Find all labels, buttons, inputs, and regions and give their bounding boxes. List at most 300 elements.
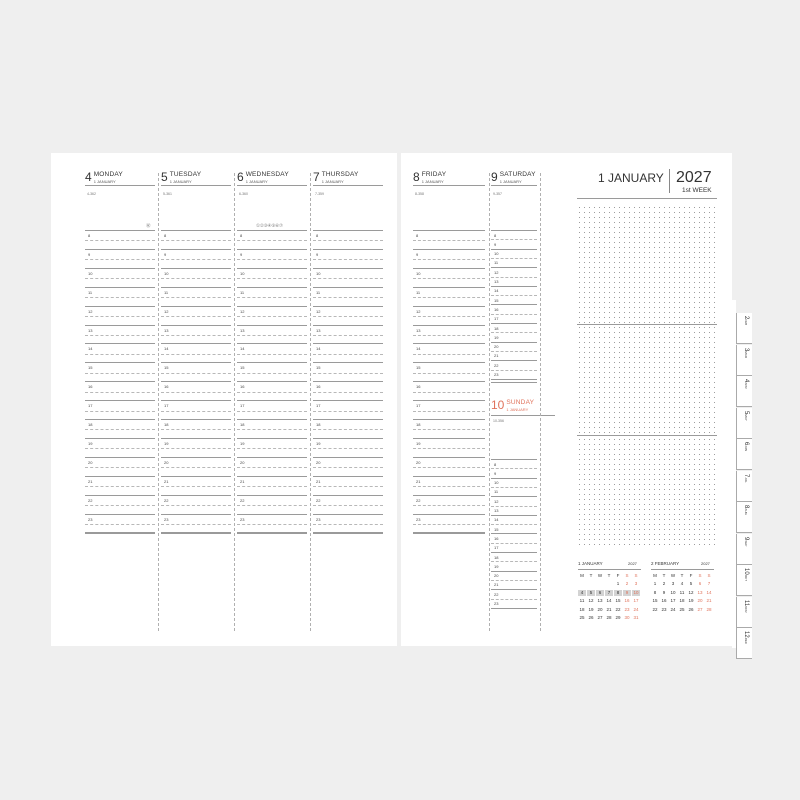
half-hour-line bbox=[313, 392, 383, 393]
half-hour-line bbox=[237, 429, 307, 430]
hour-label: 13 bbox=[316, 327, 321, 333]
month-tab-label bbox=[743, 600, 749, 613]
mini-calendar-title: 2 FEBRUARY bbox=[651, 561, 680, 566]
half-hour-line bbox=[161, 316, 231, 317]
hour-label: 11 bbox=[240, 289, 245, 295]
hour-label: 9 bbox=[316, 251, 319, 257]
hour-line bbox=[491, 524, 537, 525]
hour-line bbox=[491, 342, 537, 343]
half-hour-line bbox=[85, 259, 155, 260]
mini-calendar-date[interactable]: 9 bbox=[623, 590, 631, 596]
hour-line bbox=[85, 249, 155, 250]
mini-calendar-date[interactable]: 22 bbox=[652, 606, 658, 612]
mini-calendar-date[interactable]: 22 bbox=[615, 606, 621, 612]
month-tab[interactable] bbox=[736, 345, 752, 376]
mini-calendar-date[interactable]: 31 bbox=[633, 615, 639, 620]
month-tab-label bbox=[743, 442, 749, 451]
hour-label: 14 bbox=[240, 346, 245, 352]
half-hour-line bbox=[313, 467, 383, 468]
bottom-line bbox=[313, 533, 383, 534]
month-tab-number: 8 bbox=[743, 505, 749, 509]
hour-label: 20 bbox=[88, 459, 93, 465]
mini-calendar-date[interactable]: 29 bbox=[615, 615, 621, 620]
mini-calendar-date[interactable]: 11 bbox=[579, 598, 585, 603]
day-count: 7-359 bbox=[315, 192, 324, 196]
hour-line bbox=[161, 287, 231, 288]
hour-label: 23 bbox=[416, 516, 421, 522]
mini-calendar-date[interactable]: 15 bbox=[652, 598, 658, 603]
mini-calendar-date[interactable]: 18 bbox=[579, 606, 585, 612]
hour-label: 19 bbox=[416, 440, 421, 446]
hour-label: 12 bbox=[494, 269, 499, 275]
hour-line bbox=[161, 343, 231, 344]
mini-calendar-date[interactable]: 8 bbox=[653, 589, 657, 595]
hour-line bbox=[413, 249, 485, 250]
mini-calendar-date[interactable]: 26 bbox=[688, 606, 694, 612]
hour-line bbox=[491, 608, 537, 609]
month-tab[interactable] bbox=[736, 565, 752, 596]
mini-calendar-rule bbox=[578, 569, 641, 570]
half-hour-line bbox=[313, 486, 383, 487]
day-number: 4 bbox=[85, 170, 92, 184]
hour-label: 15 bbox=[316, 365, 321, 371]
mini-calendar-date[interactable]: 27 bbox=[697, 606, 703, 612]
mini-calendar-date[interactable]: 7 bbox=[707, 581, 711, 586]
hour-line bbox=[85, 362, 155, 363]
month-tab[interactable] bbox=[736, 502, 752, 533]
month-tab[interactable] bbox=[736, 313, 752, 344]
hour-line bbox=[491, 304, 537, 305]
mini-calendar-date[interactable]: 5 bbox=[587, 590, 595, 596]
half-hour-line bbox=[85, 316, 155, 317]
half-hour-line bbox=[313, 240, 383, 241]
hour-label: 11 bbox=[88, 289, 93, 295]
mini-calendar-date[interactable]: 20 bbox=[697, 598, 703, 603]
mini-calendar-date[interactable]: 3 bbox=[671, 581, 675, 586]
month-tab[interactable] bbox=[736, 471, 752, 502]
mini-calendar-date[interactable]: 6 bbox=[698, 581, 702, 586]
mini-calendar-date[interactable]: 19 bbox=[588, 606, 594, 612]
column-divider bbox=[540, 173, 541, 631]
mini-calendar-date[interactable]: 24 bbox=[670, 606, 676, 612]
mini-calendar-date[interactable]: 20 bbox=[597, 606, 603, 612]
hour-line bbox=[413, 419, 485, 420]
hour-label: 14 bbox=[494, 517, 499, 523]
weekday-label: T bbox=[607, 573, 611, 578]
hour-label: 21 bbox=[416, 478, 421, 484]
hour-label: 18 bbox=[494, 325, 499, 331]
half-hour-line bbox=[85, 335, 155, 336]
hour-line bbox=[313, 268, 383, 269]
mini-calendar-date[interactable]: 16 bbox=[624, 598, 630, 603]
half-hour-line bbox=[313, 259, 383, 260]
hour-label: 9 bbox=[164, 251, 167, 257]
hour-label: 14 bbox=[88, 346, 93, 352]
hour-line bbox=[313, 249, 383, 250]
hour-line bbox=[237, 343, 307, 344]
hour-line bbox=[237, 457, 307, 458]
hour-label: 9 bbox=[416, 251, 419, 257]
hour-label: 15 bbox=[164, 365, 169, 371]
mini-calendar-date[interactable]: 26 bbox=[588, 615, 594, 620]
day-subtitle: 1 JANUARY bbox=[499, 179, 522, 184]
hour-line bbox=[491, 295, 537, 296]
half-hour-line bbox=[413, 354, 485, 355]
day-name-block bbox=[170, 171, 202, 185]
hour-label: 19 bbox=[494, 334, 499, 340]
hour-label: 18 bbox=[316, 422, 321, 427]
month-tab-number: 5 bbox=[743, 410, 749, 414]
hour-label: 22 bbox=[88, 497, 93, 503]
day-number: 9 bbox=[491, 170, 498, 184]
month-tab[interactable] bbox=[736, 534, 752, 565]
half-hour-line bbox=[413, 448, 485, 449]
hour-label: 10 bbox=[494, 480, 499, 486]
bottom-line bbox=[237, 533, 307, 534]
hour-line bbox=[491, 589, 537, 590]
hour-label: 13 bbox=[494, 279, 499, 284]
hour-line bbox=[313, 381, 383, 382]
hour-line bbox=[313, 400, 383, 401]
hour-line bbox=[491, 239, 537, 240]
month-tab-number: 6 bbox=[743, 442, 749, 446]
hour-line bbox=[237, 400, 307, 401]
hour-label: 12 bbox=[88, 308, 93, 314]
day-subtitle: 1 JANUARY bbox=[506, 407, 529, 412]
half-hour-line bbox=[313, 505, 383, 506]
hour-label: 22 bbox=[494, 591, 499, 597]
half-hour-line bbox=[313, 373, 383, 374]
mini-calendar-date[interactable]: 7 bbox=[605, 590, 613, 596]
day-header bbox=[491, 171, 536, 189]
mini-calendar-date[interactable]: 28 bbox=[606, 615, 612, 620]
hour-label: 8 bbox=[88, 233, 91, 238]
hour-line bbox=[85, 438, 155, 439]
hour-line bbox=[491, 478, 537, 479]
hour-line bbox=[491, 561, 537, 562]
hour-line bbox=[413, 514, 485, 515]
day-name-block bbox=[322, 171, 359, 185]
half-hour-line bbox=[237, 486, 307, 487]
hour-label: 9 bbox=[240, 251, 243, 257]
mini-calendar-date[interactable]: 23 bbox=[661, 606, 667, 612]
mini-calendar-date[interactable]: 4 bbox=[578, 590, 586, 596]
half-hour-line bbox=[313, 316, 383, 317]
hour-label: 15 bbox=[494, 297, 499, 303]
half-hour-line bbox=[237, 411, 307, 412]
mini-calendar-date[interactable]: 21 bbox=[606, 606, 612, 612]
mini-calendar-date[interactable]: 25 bbox=[579, 615, 585, 620]
half-hour-line bbox=[413, 392, 485, 393]
day-name-block bbox=[500, 171, 536, 185]
month-label: 1 JANUARY bbox=[598, 171, 664, 185]
mini-calendar-date[interactable]: 30 bbox=[624, 615, 630, 620]
mini-calendar-date[interactable]: 1 bbox=[616, 581, 620, 586]
hour-label: 12 bbox=[240, 308, 245, 314]
half-hour-line bbox=[161, 411, 231, 412]
hour-label: 21 bbox=[240, 478, 245, 484]
hour-line bbox=[85, 514, 155, 515]
half-hour-line bbox=[161, 297, 231, 298]
day-header-line bbox=[161, 185, 231, 186]
mini-calendar-date[interactable]: 14 bbox=[606, 598, 612, 603]
hour-line bbox=[491, 533, 537, 534]
day-name: FRIDAY bbox=[421, 171, 447, 178]
hour-label: 8 bbox=[316, 233, 319, 238]
mini-calendar-date[interactable]: 5 bbox=[689, 581, 693, 586]
hour-line bbox=[491, 543, 537, 544]
month-tab-label bbox=[743, 631, 749, 644]
hour-line bbox=[491, 267, 537, 268]
mini-calendar-date[interactable]: 11 bbox=[679, 589, 685, 595]
half-hour-line bbox=[237, 373, 307, 374]
mini-calendar-date[interactable]: 14 bbox=[706, 589, 712, 595]
mini-calendar-rule bbox=[651, 569, 714, 570]
morning-line bbox=[313, 230, 383, 231]
month-tab-label bbox=[743, 316, 749, 325]
mini-calendar-date[interactable]: 2 bbox=[662, 581, 666, 586]
hour-label: 19 bbox=[316, 440, 321, 446]
hour-line bbox=[161, 514, 231, 515]
month-tab-label bbox=[743, 348, 749, 358]
hour-label: 13 bbox=[164, 327, 169, 333]
half-hour-line bbox=[413, 278, 485, 279]
half-hour-line bbox=[85, 505, 155, 506]
mini-calendar-date[interactable]: 6 bbox=[596, 590, 604, 596]
half-hour-line bbox=[161, 335, 231, 336]
half-hour-line bbox=[237, 524, 307, 525]
mini-calendar-date[interactable]: 3 bbox=[634, 581, 638, 586]
half-hour-line bbox=[313, 335, 383, 336]
mini-calendar-date[interactable]: 13 bbox=[597, 598, 603, 603]
mini-calendar-date[interactable]: 1 bbox=[653, 581, 657, 586]
half-hour-line bbox=[237, 354, 307, 355]
hour-label: 21 bbox=[316, 478, 321, 484]
day-header bbox=[161, 171, 201, 189]
mini-calendar-date[interactable]: 18 bbox=[679, 598, 685, 603]
mini-calendar-date[interactable]: 15 bbox=[615, 598, 621, 603]
half-hour-line bbox=[413, 316, 485, 317]
mini-calendar-date[interactable]: 28 bbox=[706, 606, 712, 612]
mini-calendar-date[interactable]: 21 bbox=[706, 598, 712, 603]
hour-label: 18 bbox=[164, 422, 169, 427]
day-subtitle: 1 JANUARY bbox=[245, 179, 268, 184]
half-hour-line bbox=[413, 486, 485, 487]
bottom-line bbox=[85, 533, 155, 534]
mini-calendar-date[interactable]: 19 bbox=[688, 598, 694, 603]
month-tab[interactable] bbox=[736, 628, 752, 659]
day-name: TUESDAY bbox=[169, 171, 202, 178]
half-hour-line bbox=[237, 240, 307, 241]
month-tab-number: 4 bbox=[743, 379, 749, 383]
hour-line bbox=[491, 515, 537, 516]
hour-label: 15 bbox=[240, 365, 245, 371]
mini-calendar-date[interactable]: 25 bbox=[679, 606, 685, 612]
hour-label: 22 bbox=[240, 497, 245, 503]
mini-calendar-date[interactable]: 12 bbox=[688, 589, 694, 595]
hour-label: 11 bbox=[316, 289, 321, 295]
hour-label: 16 bbox=[164, 384, 169, 390]
hour-line bbox=[237, 325, 307, 326]
mini-calendar-year: 2027 bbox=[701, 561, 710, 566]
half-hour-line bbox=[161, 240, 231, 241]
hour-line bbox=[161, 268, 231, 269]
half-hour-line bbox=[237, 259, 307, 260]
hour-line bbox=[491, 332, 537, 333]
hour-label: 20 bbox=[494, 573, 499, 579]
day-number: 8 bbox=[413, 170, 420, 184]
hour-line bbox=[161, 325, 231, 326]
hour-label: 15 bbox=[494, 526, 499, 532]
weekday-label: S bbox=[634, 573, 638, 578]
half-hour-line bbox=[237, 392, 307, 393]
weekday-label: S bbox=[698, 573, 702, 578]
hour-label: 10 bbox=[416, 270, 421, 276]
mini-calendar-date[interactable]: 10 bbox=[670, 589, 676, 595]
mini-calendar-date[interactable]: 10 bbox=[633, 589, 639, 595]
half-hour-line bbox=[85, 486, 155, 487]
hour-label: 13 bbox=[416, 327, 421, 333]
hour-label: 10 bbox=[240, 270, 245, 276]
hour-label: 15 bbox=[416, 365, 421, 371]
mini-calendar-date[interactable]: 13 bbox=[697, 589, 703, 595]
hour-label: 9 bbox=[494, 241, 497, 247]
hour-label: 16 bbox=[494, 306, 499, 312]
hour-line bbox=[237, 514, 307, 515]
day-subtitle: 1 JANUARY bbox=[321, 179, 344, 184]
hour-label: 14 bbox=[164, 346, 169, 352]
header-divider bbox=[669, 169, 670, 193]
weekday-label: T bbox=[589, 573, 593, 578]
hour-label: 12 bbox=[494, 498, 499, 504]
half-hour-line bbox=[413, 467, 485, 468]
month-tab-number: 7 bbox=[743, 473, 749, 477]
half-hour-line bbox=[413, 240, 485, 241]
month-tab-abbr: APR bbox=[744, 382, 748, 389]
half-hour-line bbox=[85, 392, 155, 393]
hour-line bbox=[491, 552, 537, 553]
hour-label: 9 bbox=[494, 470, 497, 476]
dot-grid-panel bbox=[577, 437, 717, 549]
mini-calendar-date[interactable]: 4 bbox=[680, 581, 684, 586]
hour-line bbox=[313, 343, 383, 344]
mini-calendar-date[interactable]: 23 bbox=[624, 606, 630, 612]
hour-label: 16 bbox=[416, 384, 421, 390]
mini-calendar-date[interactable]: 2 bbox=[625, 581, 629, 586]
half-hour-line bbox=[313, 297, 383, 298]
hour-label: 23 bbox=[494, 601, 499, 606]
mini-calendar-date[interactable]: 9 bbox=[662, 589, 666, 595]
half-hour-line bbox=[161, 486, 231, 487]
hour-line bbox=[313, 287, 383, 288]
hour-label: 21 bbox=[494, 582, 499, 588]
half-hour-line bbox=[237, 297, 307, 298]
hour-label: 10 bbox=[88, 270, 93, 276]
moon-phase-marks: ①②③④⑤⑥⑦ bbox=[256, 223, 283, 228]
mini-calendar-date[interactable]: 27 bbox=[597, 615, 603, 620]
month-tab[interactable] bbox=[736, 408, 752, 439]
hour-line bbox=[491, 370, 537, 371]
hour-label: 18 bbox=[494, 554, 499, 560]
hour-line bbox=[161, 306, 231, 307]
hour-label: 20 bbox=[416, 459, 421, 465]
mini-calendar-date[interactable]: 12 bbox=[588, 598, 594, 603]
hour-label: 11 bbox=[494, 489, 499, 495]
day-count: 8-358 bbox=[415, 192, 424, 196]
hour-label: 20 bbox=[494, 344, 499, 350]
day-header bbox=[413, 171, 446, 189]
hour-label: 12 bbox=[316, 308, 321, 314]
weekday-label: S bbox=[625, 573, 629, 578]
hour-label: 10 bbox=[316, 270, 321, 276]
half-hour-line bbox=[237, 448, 307, 449]
hour-line bbox=[237, 381, 307, 382]
half-hour-line bbox=[313, 429, 383, 430]
hour-line bbox=[491, 360, 537, 361]
hour-line bbox=[85, 287, 155, 288]
hour-line bbox=[237, 287, 307, 288]
mini-calendar-date[interactable]: 17 bbox=[633, 598, 639, 603]
hour-line bbox=[161, 249, 231, 250]
day-subtitle: 1 JANUARY bbox=[169, 179, 192, 184]
half-hour-line bbox=[413, 297, 485, 298]
mini-calendar-date[interactable]: 8 bbox=[614, 590, 622, 596]
day-count: 10-356 bbox=[493, 419, 504, 423]
mini-calendar-date[interactable]: 17 bbox=[670, 598, 676, 603]
hour-line bbox=[237, 438, 307, 439]
hour-label: 21 bbox=[88, 478, 93, 484]
hour-label: 14 bbox=[494, 288, 499, 294]
hour-label: 12 bbox=[164, 308, 169, 314]
hour-label: 11 bbox=[164, 289, 169, 295]
month-tab[interactable] bbox=[736, 597, 752, 628]
day-number: 7 bbox=[313, 170, 320, 184]
hour-line bbox=[161, 495, 231, 496]
month-tab[interactable] bbox=[736, 439, 752, 470]
month-tab-number: 9 bbox=[743, 536, 749, 540]
day-subtitle: 1 JANUARY bbox=[421, 179, 444, 184]
hour-label: 22 bbox=[494, 362, 499, 368]
mini-calendar-date[interactable]: 24 bbox=[633, 606, 639, 612]
hour-label: 23 bbox=[240, 516, 245, 522]
mini-calendar-title: 1 JANUARY bbox=[578, 561, 603, 566]
hour-line bbox=[237, 362, 307, 363]
morning-line bbox=[491, 230, 537, 231]
hour-label: 20 bbox=[164, 459, 169, 465]
half-hour-line bbox=[413, 373, 485, 374]
hour-label: 15 bbox=[88, 365, 93, 371]
right-page bbox=[401, 153, 732, 646]
half-hour-line bbox=[161, 373, 231, 374]
hour-line bbox=[491, 599, 537, 600]
hour-label: 19 bbox=[494, 563, 499, 569]
day-header-line bbox=[85, 185, 155, 186]
hour-label: 8 bbox=[164, 233, 167, 238]
half-hour-line bbox=[237, 316, 307, 317]
hour-label: 22 bbox=[164, 497, 169, 503]
bottom-line bbox=[413, 533, 485, 534]
day-header-line bbox=[491, 185, 537, 186]
hour-line bbox=[413, 476, 485, 477]
day-header-line bbox=[237, 185, 307, 186]
mini-calendar-date[interactable]: 16 bbox=[661, 598, 667, 603]
half-hour-line bbox=[413, 335, 485, 336]
half-hour-line bbox=[85, 297, 155, 298]
month-tab[interactable] bbox=[736, 376, 752, 407]
month-tab-label bbox=[743, 505, 749, 515]
weekday-label: W bbox=[670, 573, 676, 578]
month-tab-label bbox=[743, 537, 749, 546]
